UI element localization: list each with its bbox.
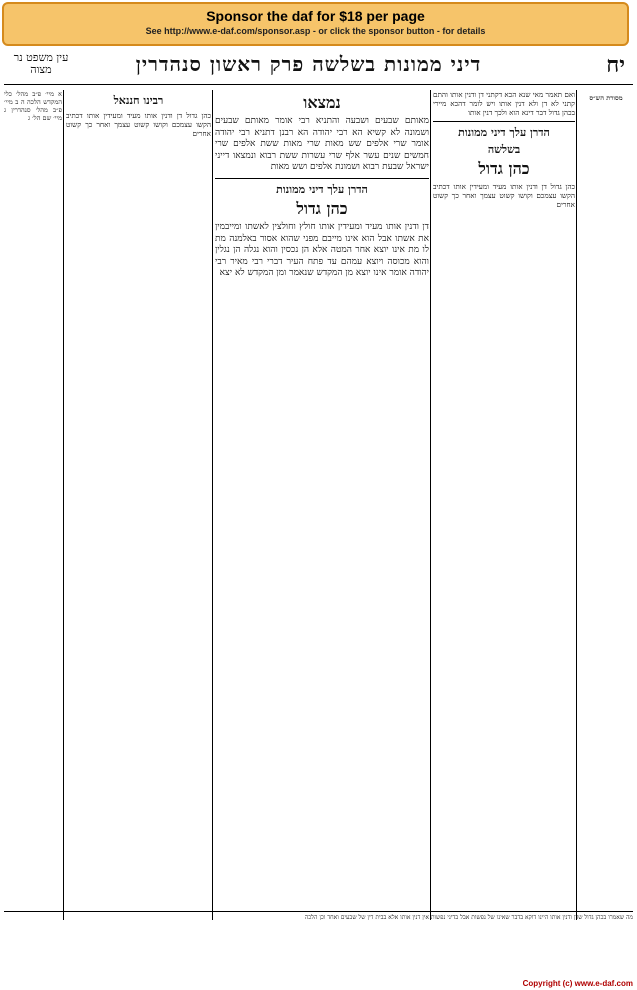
gemara-hadran: הדרן עלך דיני ממונות — [276, 182, 368, 196]
sponsor-subtitle[interactable] — [4, 26, 627, 36]
tosafot-text: כהן גדול דן ודנין אותו מעיד ומעידין אותו דכתיב הקשו עצמכם וקושו קשוט עצמך ואחר כך קשוט אחרים — [66, 111, 211, 138]
rashi-perek-title: כהן גדול — [478, 159, 530, 178]
talmud-page — [4, 50, 633, 980]
gemara-heading: נמצאו — [303, 93, 341, 112]
rashi-column — [433, 90, 575, 920]
bottom-notes — [4, 911, 633, 972]
bottom-notes-text: מה שאמרו בכהן גדול שדן ודנין אותו היינו דוקא בדבר שאינו של נפשות אבל בדיני נפשות אין דנין אותו אלא בבית דין של שבעים ואחד וכן הלכה — [304, 914, 633, 921]
sponsor-banner[interactable] — [2, 2, 629, 46]
copyright-link[interactable]: Copyright (c) www.e-daf.com — [522, 979, 633, 988]
page-title: דיני ממונות בשלשה פרק ראשון סנהדרין — [135, 52, 482, 76]
ein-mishpat-label: עין משפט נר מצוה — [13, 51, 69, 76]
page-header — [4, 50, 633, 85]
sponsor-title[interactable]: Sponsor the daf for $18 per page — [206, 8, 425, 24]
rashi-hadran: הדרן עלך דיני ממונות — [458, 126, 550, 139]
sponsor-link[interactable]: See http://www.e-daf.com/sponsor.asp - or click the sponsor button - for details — [145, 26, 486, 36]
gemara-text-1: מאותם שבעים ושבעה והתניא רבי אומר מאותם שבעים ושמונה לא קשיא הא רבי יהודה הא רבנן דתניא רבי יהודה אומר שרי אלפים שש מאות שרי מאות ששת אלפים שרי חמשים שנים עשר אלף שרי עשרות ששת רבוא ונמצאו דייני ישראל שבעת רבוא ושמונת אלפים ושש מאות — [215, 116, 429, 173]
gemara-perek-title: כהן גדול — [296, 198, 348, 218]
masoret-label: מסורת הש״ס — [589, 94, 623, 102]
folio-number: יח — [606, 52, 625, 78]
rashi-text-2: כהן גדול דן ודנין אותו מעיד ומעידין אותו דכתיב הקשו עצמכם וקושו קשוט עצמך ואחר כך קשוט אחרים — [433, 182, 575, 209]
gemara-text-2: דן ודנין אותו מעיד ומעידין אותו חולץ וחולצין לאשתו ומייבמין את אשתו אבל הוא אינו מייבם מפני שהוא אסור באלמנה מת לו מת אינו יוצא אחר המטה אלא הן נכסין והוא נגלה הן נגלין והוא מכוסה ויוצא עמהם עד פתח העיר דברי רבי מאיר רבי יהודה אומר אינו יוצא מן המקדש שנאמר ומן המקדש לא יצא — [215, 221, 429, 279]
rashi-text-1: ואם תאמר מאי שנא הכא דקתני דן ודנין אותו והתם קתני לא דן ולא דנין אותו ויש לומר דהכא מיירי בכהן גדול דבר דינא הוא ולכך דנין אותו — [433, 90, 575, 117]
rashi-hadran-2: בשלשה — [487, 143, 521, 156]
gemara-column — [215, 90, 429, 920]
tosafot-heading: רבינו חננאל — [113, 94, 164, 107]
masoret-hashas-column — [579, 90, 633, 920]
tosafot-column — [66, 90, 211, 920]
ein-mishpat-column — [4, 90, 62, 920]
ein-mishpat-text: א מיי׳ פ״ב מהל׳ כלי המקדש הלכה ה ב מיי׳ פ״ב מהל׳ סנהדרין ג מיי׳ שם הל׳ ג — [4, 90, 62, 122]
